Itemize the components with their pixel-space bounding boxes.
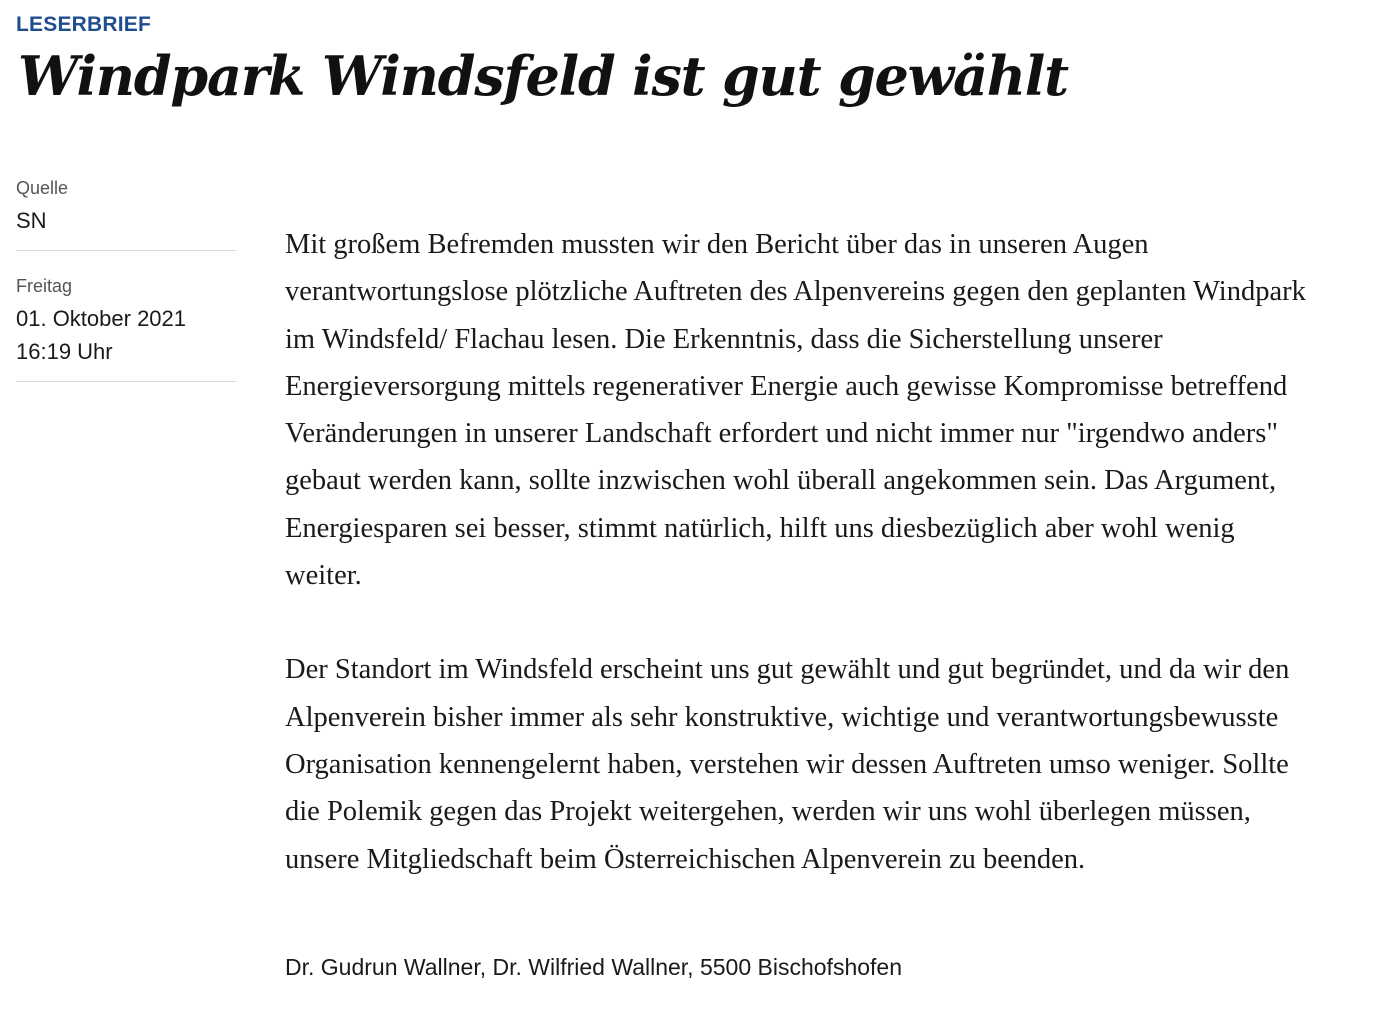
letter-signature: Dr. Gudrun Wallner, Dr. Wilfried Wallner, 5500 Bischofshofen [285, 954, 903, 980]
article-body [285, 221, 1315, 883]
source-block [16, 174, 236, 251]
publish-time: 16:19 Uhr [16, 339, 113, 364]
article-headline: Windpark Windsfeld ist gut gewählt [18, 44, 1068, 108]
publish-date: 01. Oktober 2021 [16, 306, 187, 331]
weekday-label: Freitag [16, 276, 73, 296]
date-block [16, 272, 236, 382]
article-meta [16, 174, 236, 382]
body-paragraph: Mit großem Befremden mussten wir den Bericht über das in unseren Augen verantwortungslose plötzliche Auftreten des Alpenvereins gegen den geplanten Windpark im Windsfeld/ Flachau lesen. Die Erkenntnis, dass die Sicherstellung unserer Energieversorgung mittels regenerativer Energie auch gewisse Kompromisse betreffend Veränderungen in unserer Landschaft erfordert und nicht immer nur "irgendwo anders" gebaut werden kann, sollte inzwischen wohl überall angekommen sein. Das Argument, Energiesparen sei besser, stimmt natürlich, hilft uns diesbezüglich aber wohl wenig weiter. [285, 229, 1306, 592]
article-category: LESERBRIEF [16, 13, 152, 36]
source-label: Quelle [16, 178, 69, 198]
body-paragraph: Der Standort im Windsfeld erscheint uns gut gewählt und gut begründet, und da wir den Alpenverein bisher immer als sehr konstruktive, wichtige und verantwortungsbewusste Organisation kennengelernt haben, verstehen wir dessen Auftreten umso weniger. Sollte die Polemik gegen das Projekt weitergehen, werden wir uns wohl überlegen müssen, unsere Mitgliedschaft beim Österreichischen Alpenverein zu beenden. [285, 654, 1290, 875]
source-value: SN [16, 208, 47, 233]
